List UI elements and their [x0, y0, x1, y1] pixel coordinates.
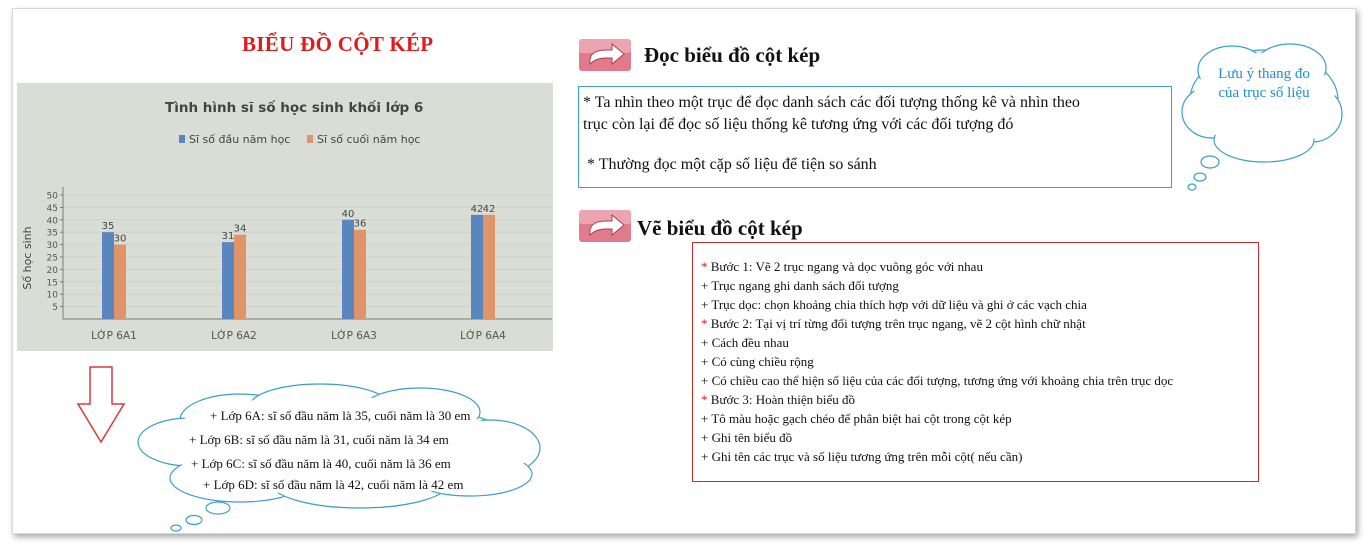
- curved-arrow-icon: [578, 38, 632, 72]
- chart-photo: [17, 83, 553, 351]
- legend-swatch: [179, 135, 185, 143]
- data-label: 31: [221, 231, 235, 243]
- data-label: 30: [113, 233, 127, 245]
- step-line: [701, 354, 814, 370]
- legend-label: Sĩ số đầu năm học: [189, 133, 291, 146]
- step-star: *: [701, 316, 708, 331]
- down-arrow-icon: [76, 366, 126, 444]
- bar: [471, 215, 483, 319]
- step-line: [701, 411, 1012, 427]
- note-line-2: của trục số liệu: [1218, 85, 1310, 101]
- x-tick-label: LỚP 6A3: [331, 330, 377, 342]
- step-text: + Có chiều cao thể hiện số liệu của các đối tượng, tương ứng với khoảng chia trên trục dọc: [701, 373, 1174, 388]
- step-line: [701, 449, 1022, 465]
- step-line: [701, 335, 789, 351]
- bar: [234, 235, 246, 319]
- reading-line-1: * Ta nhìn theo một trục để đọc danh sách các đối tượng thống kê và nhìn theo: [583, 94, 1080, 111]
- y-axis-label: Số học sinh: [21, 226, 34, 290]
- step-text: + Cách đều nhau: [701, 335, 789, 350]
- y-tick-label: 20: [46, 265, 58, 276]
- step-line: [701, 316, 1086, 332]
- y-tick-label: 40: [46, 216, 58, 227]
- x-tick-label: LỚP 6A2: [211, 330, 257, 342]
- x-tick-label: LỚP 6A1: [91, 330, 137, 342]
- step-text: Bước 3: Hoàn thiện biểu đồ: [707, 392, 856, 407]
- step-text: + Có cùng chiều rộng: [701, 354, 814, 369]
- y-tick-label: 50: [46, 191, 58, 202]
- y-tick-label: 30: [46, 241, 58, 252]
- y-tick-label: 5: [52, 303, 58, 314]
- reading-heading: Đọc biểu đồ cột kép: [644, 43, 821, 67]
- step-line: [701, 392, 855, 408]
- summary-line-1: + Lớp 6A: sĩ số đầu năm là 35, cuối năm là 30 em: [210, 408, 471, 423]
- reading-line-3: * Thường đọc một cặp số liệu để tiện so sánh: [587, 156, 877, 173]
- step-text: Bước 2: Tại vị trí từng đối tượng trên trục ngang, vẽ 2 cột hình chữ nhật: [707, 316, 1086, 331]
- drawing-heading: Vẽ biểu đồ cột kép: [637, 216, 803, 240]
- step-star: *: [701, 392, 708, 407]
- bar: [483, 215, 495, 319]
- page-title: BIỂU ĐỒ CỘT KÉP: [242, 32, 434, 56]
- step-text: + Trục dọc: chọn khoảng chia thích hợp với dữ liệu và ghi ở các vạch chia: [701, 297, 1087, 312]
- summary-line-2: + Lớp 6B: sĩ số đầu năm là 31, cuối năm là 34 em: [189, 432, 449, 447]
- x-tick-label: LỚP 6A4: [460, 330, 506, 342]
- note-line-1: Lưu ý thang đo: [1218, 66, 1310, 82]
- note-cloud: [1172, 32, 1352, 199]
- y-tick-label: 45: [46, 203, 58, 214]
- curved-arrow-icon: [578, 209, 632, 243]
- bar: [114, 245, 126, 319]
- data-label: 34: [233, 223, 247, 235]
- step-text: + Trục ngang ghi danh sách đối tượng: [701, 278, 899, 293]
- legend-swatch: [307, 135, 313, 143]
- summary-line-3: + Lớp 6C: sĩ số đầu năm là 40, cuối năm là 36 em: [191, 456, 451, 471]
- bar: [354, 230, 366, 319]
- data-label: 35: [101, 221, 115, 233]
- drawing-box: [692, 242, 1259, 482]
- chart-title: Tình hình sĩ số học sinh khối lớp 6: [165, 100, 424, 116]
- step-line: [701, 297, 1087, 313]
- y-tick-label: 35: [46, 228, 58, 239]
- data-label: 40: [341, 208, 355, 220]
- step-text: Bước 1: Vẽ 2 trục ngang và dọc vuông góc với nhau: [707, 259, 983, 274]
- bar: [102, 232, 114, 319]
- step-line: [701, 259, 983, 275]
- reading-box: [578, 86, 1172, 188]
- legend-label: Sĩ số cuối năm học: [317, 133, 421, 146]
- step-text: + Ghi tên biểu đồ: [701, 430, 793, 445]
- step-star: *: [701, 259, 708, 274]
- bar: [342, 220, 354, 319]
- step-line: [701, 278, 899, 294]
- data-label: 42: [482, 203, 496, 215]
- reading-line-2: trục còn lại để đọc số liệu thống kê tương ứng với các đối tượng đó: [583, 116, 1014, 133]
- step-line: [701, 430, 792, 446]
- step-text: + Tô màu hoặc gạch chéo để phân biệt hai cột trong cột kép: [701, 411, 1012, 426]
- bar-chart: [17, 83, 553, 351]
- bar: [222, 242, 234, 319]
- step-line: [701, 373, 1173, 389]
- data-label: 36: [353, 218, 367, 230]
- y-tick-label: 15: [46, 278, 58, 289]
- step-text: + Ghi tên các trục và số liệu tương ứng trên mỗi cột( nếu cần): [701, 449, 1023, 464]
- data-label: 42: [470, 203, 484, 215]
- summary-line-4: + Lớp 6D: sĩ số đầu năm là 42, cuối năm là 42 em: [203, 477, 464, 492]
- summary-cloud: [130, 378, 550, 541]
- y-tick-label: 25: [46, 253, 58, 264]
- y-tick-label: 10: [46, 290, 58, 301]
